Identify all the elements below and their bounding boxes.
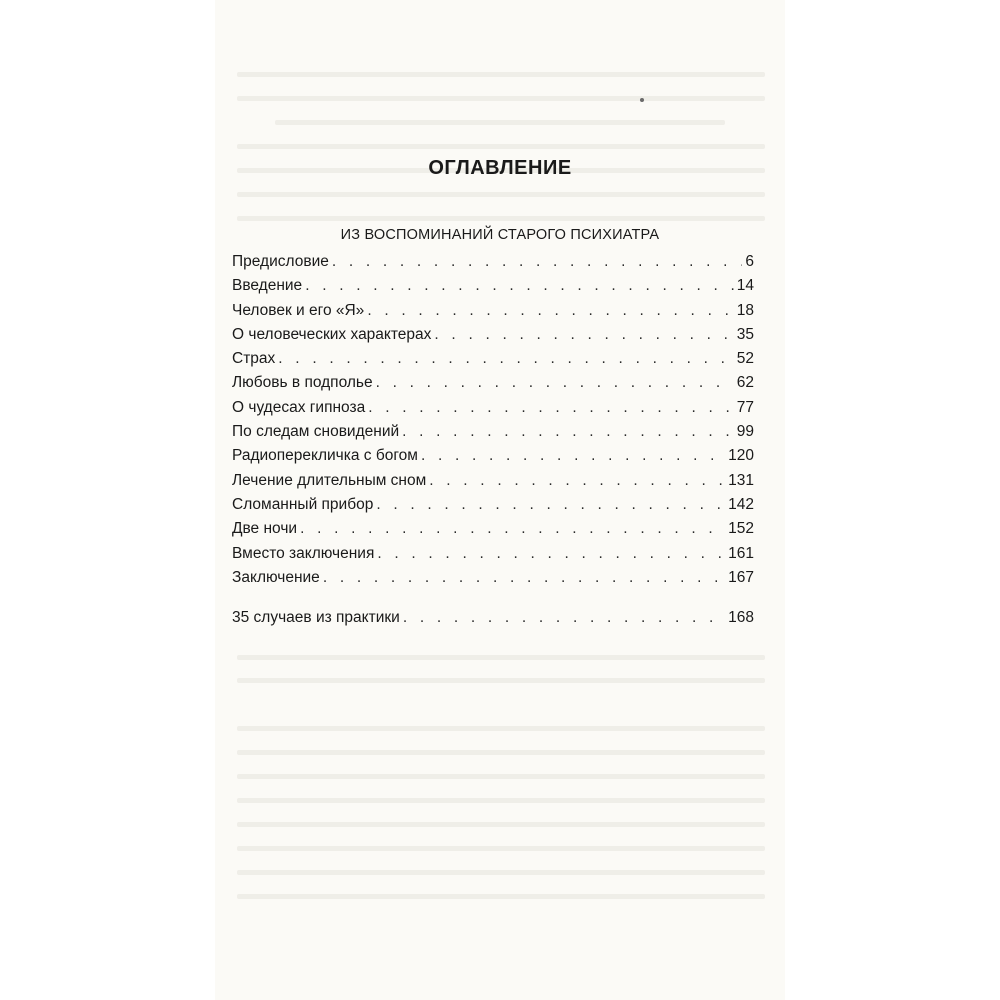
toc-entry <box>232 423 754 447</box>
toc-entry <box>232 350 754 374</box>
toc-entry-page: 161 <box>728 544 754 562</box>
toc-entry-title: О человеческих характерах <box>232 325 432 343</box>
dot-leader <box>376 496 725 514</box>
bleed-through-line <box>237 96 765 101</box>
toc-entry-page: 152 <box>728 520 754 538</box>
dot-leader <box>278 350 733 368</box>
toc-entry-page: 99 <box>736 423 754 441</box>
bleed-through-line <box>237 678 765 683</box>
toc-entry-page: 14 <box>736 277 754 295</box>
bleed-through-line <box>237 822 765 827</box>
bleed-through-line <box>237 774 765 779</box>
bleed-through-line <box>237 750 765 755</box>
toc-entry-page: 6 <box>745 253 754 270</box>
toc-entry-page: 167 <box>728 568 754 586</box>
toc-entry-title: Две ночи <box>232 520 298 538</box>
toc-entry-title: Страх <box>232 350 276 368</box>
dot-leader <box>323 569 725 587</box>
toc-entry <box>232 472 754 496</box>
toc-entry-page: 35 <box>736 325 754 343</box>
bleed-through-line <box>237 216 765 221</box>
toc-entry-title: 35 случаев из практики <box>232 609 400 627</box>
ink-dot <box>640 98 644 102</box>
bleed-through-line <box>237 798 765 803</box>
dot-leader <box>377 545 725 563</box>
toc-entry-page: 131 <box>728 471 754 489</box>
toc-entry-page: 52 <box>736 350 754 368</box>
toc-entry-title: Радиоперекличка с богом <box>232 447 418 465</box>
toc-entry-title: Сломанный прибор <box>232 495 374 513</box>
bleed-through-line <box>237 72 765 77</box>
toc-entry <box>232 520 754 544</box>
bleed-through-line <box>237 726 765 731</box>
toc-entry <box>232 277 754 301</box>
toc-entry-title: Лечение длительным сном <box>232 471 427 489</box>
bleed-through-line <box>237 144 765 149</box>
toc-entry-title: Человек и его «Я» <box>232 301 365 319</box>
dot-leader <box>368 399 734 417</box>
toc-entry <box>232 569 754 593</box>
toc-entry-title: По следам сновидений <box>232 423 400 441</box>
toc-entry-page: 77 <box>736 398 754 416</box>
bleed-through-line <box>237 870 765 875</box>
toc-entry <box>232 496 754 520</box>
toc-entry <box>232 609 754 633</box>
toc-entry <box>232 326 754 350</box>
toc-entry-page: 168 <box>728 609 754 627</box>
section-heading: ИЗ ВОСПОМИНАНИЙ СТАРОГО ПСИХИАТРА <box>340 227 660 243</box>
toc-entry-title: Предисловие <box>232 253 329 270</box>
dot-leader <box>429 472 725 490</box>
dot-leader <box>421 447 725 465</box>
toc-entry <box>232 253 754 277</box>
toc-entry-page: 120 <box>728 447 754 465</box>
dot-leader <box>305 277 734 295</box>
toc-entry-page: 142 <box>728 495 754 513</box>
dot-leader <box>402 423 734 441</box>
bleed-through-line <box>237 846 765 851</box>
toc-entry-title: Любовь в подполье <box>232 374 373 392</box>
toc-entry-title: О чудесах гипноза <box>232 398 366 416</box>
toc-entry-page: 62 <box>736 374 754 392</box>
toc-entry-title: Вместо заключения <box>232 544 375 562</box>
bleed-through-line <box>275 120 725 125</box>
book-page <box>215 0 785 1000</box>
toc-entry <box>232 545 754 569</box>
toc-entry-page: 18 <box>736 301 754 319</box>
dot-leader <box>300 520 725 538</box>
dot-leader <box>403 609 725 627</box>
dot-leader <box>376 374 734 392</box>
bleed-through-line <box>237 894 765 899</box>
toc-entry <box>232 447 754 471</box>
toc-entry <box>232 302 754 326</box>
dot-leader <box>367 302 733 320</box>
bleed-through-line <box>237 655 765 660</box>
toc-heading: ОГЛАВЛЕНИЕ <box>428 157 572 179</box>
table-of-contents <box>232 253 754 633</box>
dot-leader <box>332 253 743 271</box>
toc-entry <box>232 374 754 398</box>
toc-entry <box>232 399 754 423</box>
toc-entry-title: Заключение <box>232 568 320 586</box>
bleed-through-line <box>237 192 765 197</box>
dot-leader <box>434 326 733 344</box>
toc-entry-title: Введение <box>232 277 303 295</box>
